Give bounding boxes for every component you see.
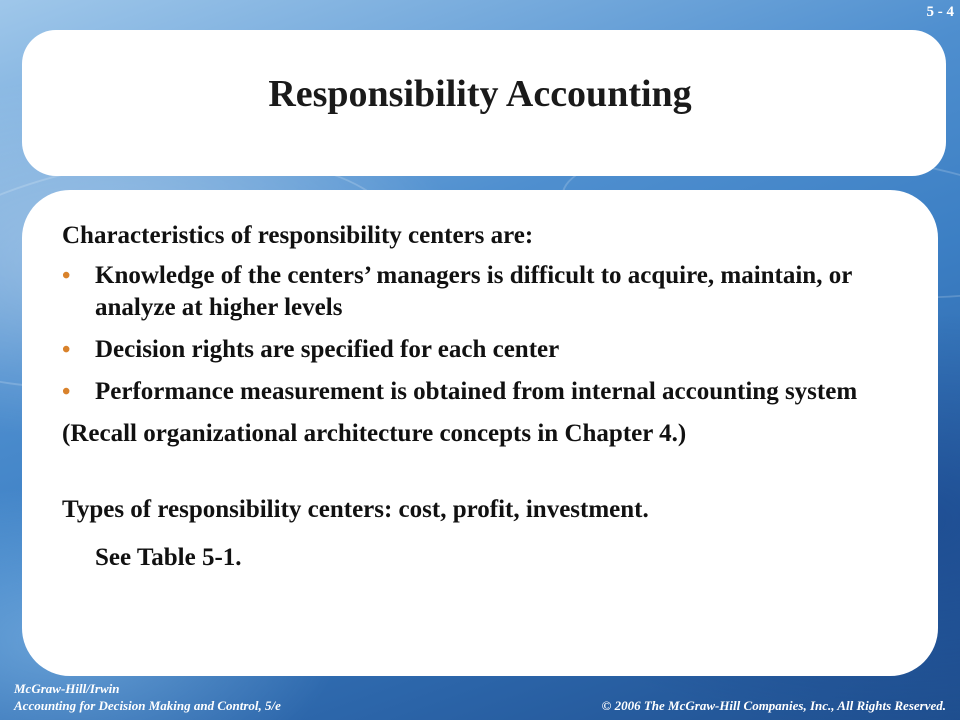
bullet-item [62, 260, 922, 324]
slide-title: Responsibility Accounting [268, 73, 692, 115]
bullet-icon: • [62, 263, 71, 289]
types-text: Types of responsibility centers: cost, profit, investment. [62, 496, 649, 523]
table-reference: See Table 5-1. [95, 544, 242, 571]
copyright-notice: © 2006 The McGraw-Hill Companies, Inc., All Rights Reserved. [601, 698, 946, 713]
publisher-name: McGraw-Hill/Irwin [14, 681, 120, 696]
footer-left [14, 680, 281, 714]
bullet-icon: • [62, 379, 71, 405]
bullet-text: Performance measurement is obtained from internal accounting system [95, 378, 858, 405]
bullet-text: Decision rights are specified for each center [95, 336, 560, 363]
bullet-text: Knowledge of the centers’ managers is difficult to acquire, maintain, or analyze at higher levels [95, 262, 852, 321]
book-title: Accounting for Decision Making and Control, 5/e [14, 698, 281, 713]
slide-number: 5 - 4 [926, 4, 954, 20]
recall-note: (Recall organizational architecture concepts in Chapter 4.) [62, 420, 687, 447]
intro-text: Characteristics of responsibility centers are: [62, 222, 534, 249]
bullet-item [62, 376, 922, 408]
slide-content [62, 220, 922, 574]
bullet-icon: • [62, 337, 71, 363]
bullet-list [62, 260, 922, 408]
bullet-item [62, 334, 922, 366]
